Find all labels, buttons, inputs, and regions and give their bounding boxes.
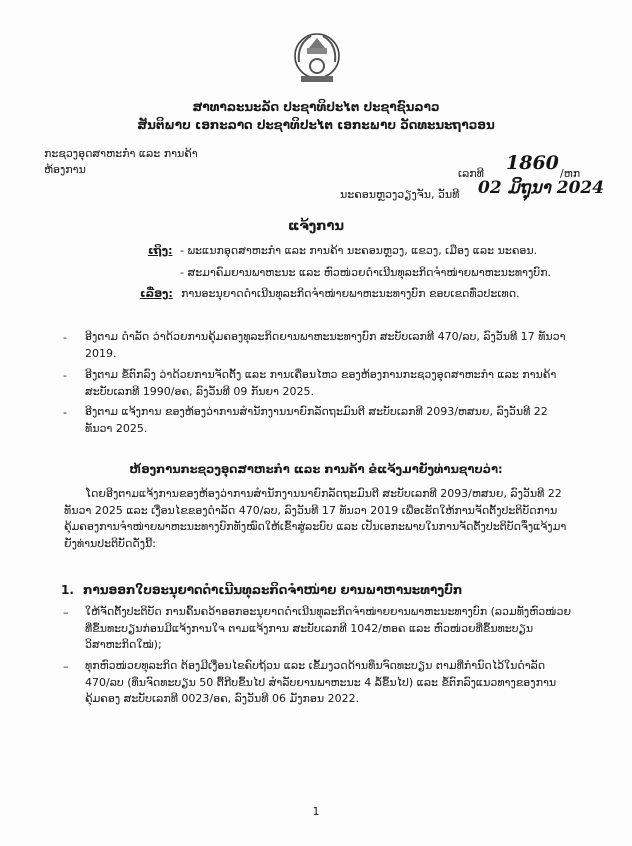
section-item: ໃຫ້ຈັດຕັ້ງປະຕິບັດ ການຄົ້ນຄວ້າອອກອະນຸຍາດດຳເນີນທຸລະກິດຈຳໜ່າຍຍານພາຫະນະທາງບົກ (ລວມທັງຫົວໜ່ວຍທີ່ຂຶ້ນທະບຽນກ່ອນມີແຈ້ງການໃຈ ຕາມແຈ້ງການ ສະບັບເລກທີ 1042/ຫອຄ ແລະ ຫົວໜ່ວຍທີ່ຂຶ້ນທະບຽນວິສາຫະກິດໃໝ່); bbox=[85, 605, 572, 651]
notice-title: ແຈ້ງການ bbox=[288, 219, 344, 234]
bullet-dash: – bbox=[63, 606, 69, 619]
national-emblem-icon bbox=[291, 26, 343, 88]
subject-text: ການອະນຸຍາດດຳເນີນທຸລະກິດຈຳໜ່າຍພາຫະນະທາງບົກ ຂອບເຂດທົ່ວປະເທດ. bbox=[181, 287, 520, 300]
place-date-label: ນະຄອນຫຼວງວຽງຈັນ, ວັນທີ bbox=[340, 188, 460, 201]
section-title: ການອອກໃບອະນຸຍາດດຳເນີນທຸລະກິດຈຳໜ່າຍ ຍານພາຫານະທາງບົກ bbox=[83, 583, 463, 597]
to-label: ເຖິງ: bbox=[148, 244, 173, 257]
bullet-dash: - bbox=[63, 331, 67, 344]
ref-number-label: ເລກທີ bbox=[458, 167, 484, 180]
ref-number-handwritten: 1860 bbox=[506, 152, 559, 174]
date-handwritten: 02 ມິຖຸນາ 2024 bbox=[478, 178, 605, 198]
country-name: ສາທາລະນະລັດ ປະຊາທິປະໄຕ ປະຊາຊົນລາວ bbox=[192, 100, 440, 114]
bullet-dash: – bbox=[63, 660, 69, 673]
issuer-office: ຫ້ອງການ bbox=[44, 163, 86, 176]
bullet-dash: - bbox=[63, 406, 67, 419]
section-item: ທຸກຫົວໜ່ວຍທຸລະກິດ ຕ້ອງມີເງື່ອນໄຂຄົບຖ້ວນ ແລະ ເຂັ້ມງວດດ້ານທຶນຈົດທະບຽນ ຕາມທີ່ກຳນົດໄວ້ໃນດຳລັດ 470/ລບ (ທຶນຈົດທະບຽນ 50 ຕື້ກີບຂຶ້ນໄປ ສຳລັບຍານພາຫະນະ 4 ລໍ້ຂຶ້ນໄປ) ແລະ ຂໍ້ຕົກລົງແນວທາງຂອງການຄຸ້ມຄອງ ສະບັບເລກທີ 0023/ອຄ, ລົງວັນທີ 06 ມັງກອນ 2022. bbox=[85, 659, 557, 705]
to-item-1: - ພະແນກອຸດສາຫະກຳ ແລະ ການຄ້າ ນະຄອນຫຼວງ, ແຂວງ, ເມືອງ ແລະ ນະຄອນ. bbox=[180, 244, 538, 257]
issuer-ministry: ກະຊວງອຸດສາຫະກຳ ແລະ ການຄ້າ bbox=[44, 147, 198, 160]
section-number: 1. bbox=[61, 583, 74, 597]
body-paragraph: ໂດຍອີງຕາມແຈ້ງການຂອງຫ້ອງວ່າການສຳນັກງານນາຍົກລັດຖະມົນຕີ ສະບັບເລກທີ 2093/ຫສນຍ, ລົງວັນທີ 22 ທັນວາ 2025 ແລະ ເງື່ອນໄຂຂອງດຳລັດ 470/ລບ, ລົງວັນທີ 17 ທັນວາ 2019 ເພື່ອເຮັດໃຫ້ການຈັດຕັ້ງປະຕິບັດການຄຸ້ມຄອງການຈຳໜ່າຍພາຫະນະທາງບົກທັງໝົດໃຫ້ເຂົ້າສູ່ລະບົບ ແລະ ເປັນເອກະພາບໃນການຈັດຕັ້ງປະຕິບັດຈຶ່ງແຈ້ງມາຍັງທ່ານປະຕິບັດດັ່ງນີ້: bbox=[64, 487, 567, 550]
bullet-dash: - bbox=[63, 369, 67, 382]
reference-item: ອີງຕາມ ແຈ້ງການ ຂອງຫ້ອງວ່າການສຳນັກງານນາຍົກລັດຖະມົນຕີ ສະບັບເລກທີ 2093/ຫສນຍ, ລົງວັນທີ 22 ທັນວາ 2025. bbox=[85, 405, 548, 435]
body-heading: ຫ້ອງການກະຊວງອຸດສາຫະກຳ ແລະ ການຄ້າ ຂໍແຈ້ງມາຍັງທ່ານຊາບວ່າ: bbox=[129, 462, 503, 476]
ref-number-suffix: /ຫກ bbox=[560, 167, 581, 180]
page-number: 1 bbox=[312, 805, 320, 818]
reference-item: ອີງຕາມ ຂໍ້ຕົກລົງ ວ່າດ້ວຍການຈັດຕັ້ງ ແລະ ການເຄື່ອນໄຫວ ຂອງຫ້ອງການກະຊວງອຸດສາຫະກຳ ແລະ ການຄ້າ ສະບັບເລກທີ 1990/ອຄ, ລົງວັນທີ 09 ກັນຍາ 2025. bbox=[85, 368, 557, 398]
reference-item: ອີງຕາມ ດຳລັດ ວ່າດ້ວຍການຄຸ້ມຄອງທຸລະກິດຍານພາຫະນະທາງບົກ ສະບັບເລກທີ 470/ລບ, ລົງວັນທີ 17 ທັນວາ 2019. bbox=[85, 330, 566, 360]
country-motto: ສັນຕິພາບ ເອກະລາດ ປະຊາທິປະໄຕ ເອກະພາບ ວັດທະນະຖາວອນ bbox=[137, 118, 495, 132]
subject-label: ເລື່ອງ: bbox=[140, 287, 173, 300]
to-item-2: - ສະມາຄົມຍານພາຫະນະ ແລະ ຫົວໜ່ວຍດຳເນີນທຸລະກິດຈຳໜ່າຍພາຫະນະທາງບົກ. bbox=[180, 266, 552, 279]
